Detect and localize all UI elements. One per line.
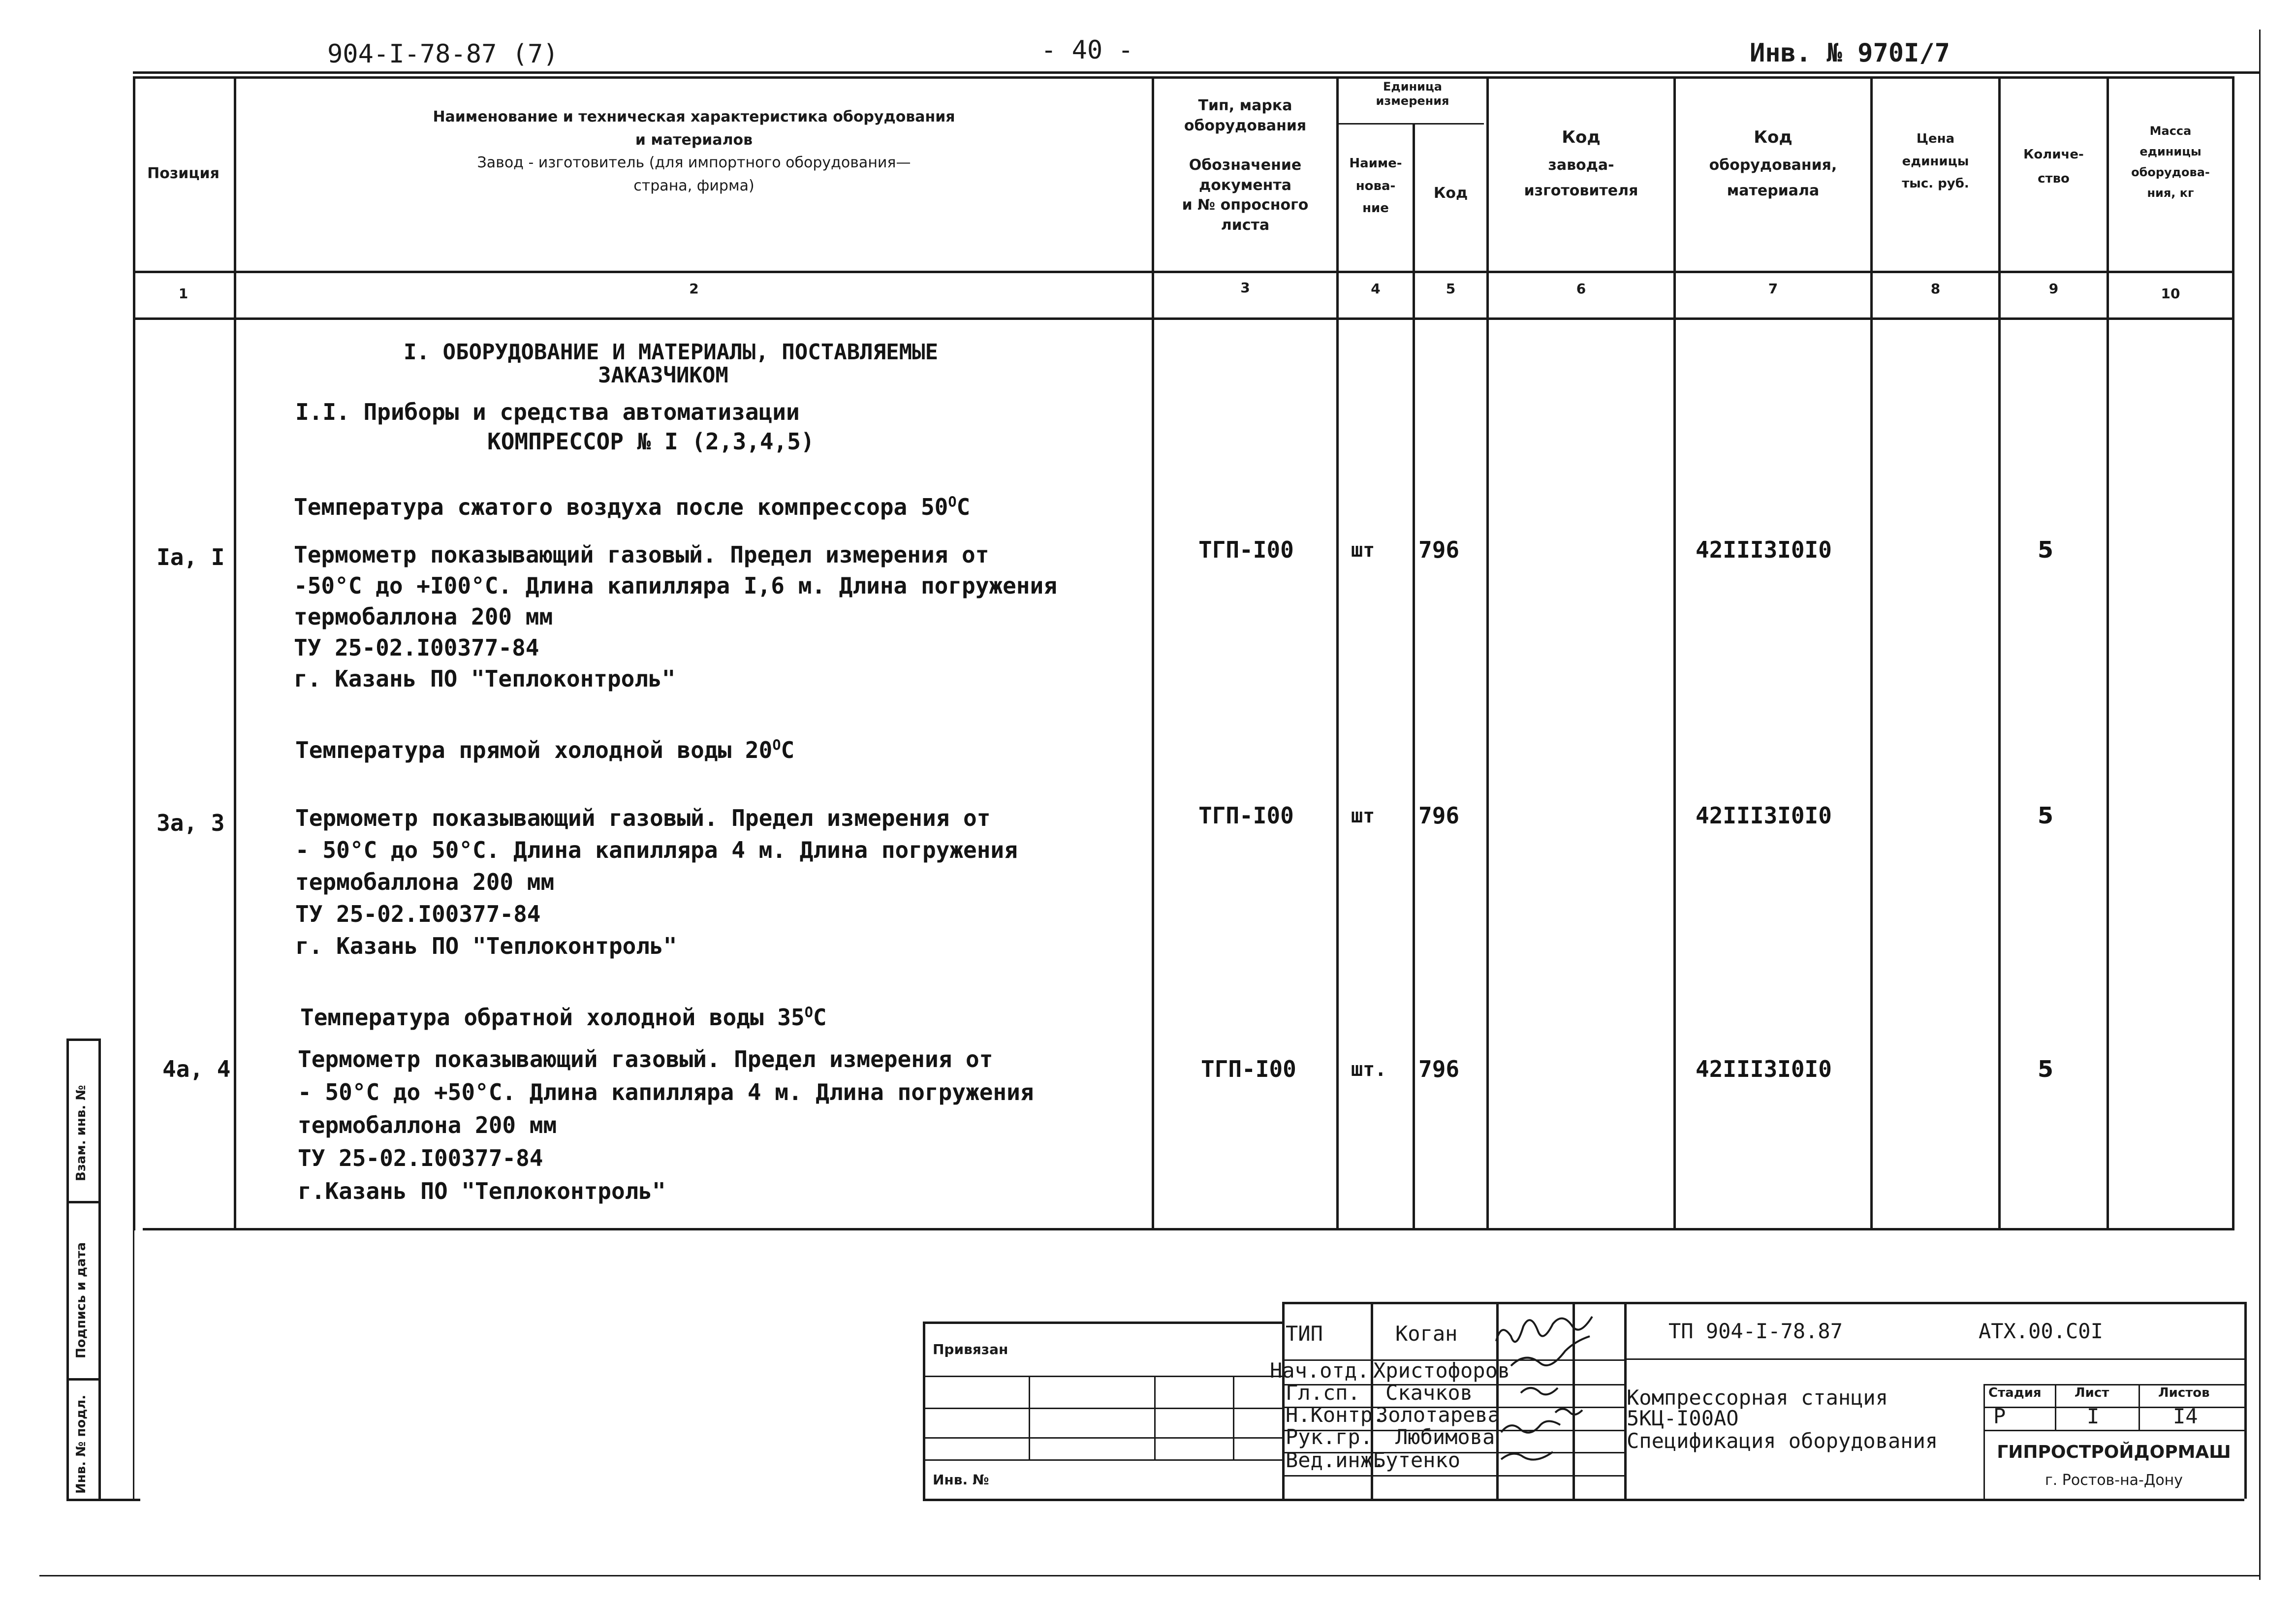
- staff-name: Христофоров: [1373, 1358, 1510, 1383]
- doc-title-line: Спецификация оборудования: [1627, 1429, 1938, 1453]
- staff-name: Золотарева: [1376, 1403, 1500, 1427]
- row-heading: Температура сжатого воздуха после компрессора $50^OC$: [294, 494, 971, 520]
- sheets-value: I4: [2173, 1404, 2198, 1428]
- column-number: 9: [2048, 281, 2059, 297]
- header-unit: Единица измерения: [1376, 80, 1449, 108]
- staff-name: Скачков: [1385, 1381, 1473, 1405]
- row-type: ТГП-I00: [1201, 1056, 1296, 1082]
- row-equipment-code: 42III3I0I0: [1696, 802, 1832, 829]
- side-inv-podl: Инв. № подл.: [74, 1394, 89, 1494]
- header-mass: Масса единицы оборудова- ния, кг: [2131, 124, 2210, 200]
- column-number: 10: [2161, 285, 2180, 302]
- column-number: 3: [1240, 280, 1250, 296]
- row-description-line: г.Казань ПО "Теплоконтроль": [298, 1178, 666, 1204]
- header-quantity: Количе- ство: [2023, 147, 2084, 187]
- row-equipment-code: 42III3I0I0: [1696, 1056, 1832, 1082]
- stage-label: Стадия: [1988, 1385, 2042, 1400]
- project-code: ТП 904-I-78.87: [1668, 1319, 1843, 1343]
- row-equipment-code: 42III3I0I0: [1696, 536, 1832, 563]
- row-quantity: 5: [2038, 802, 2054, 829]
- row-description-line: термобаллона 200 мм: [294, 603, 553, 630]
- row-description-line: г. Казань ПО "Теплоконтроль": [295, 933, 677, 959]
- column-number: 7: [1768, 281, 1778, 297]
- row-description-line: ТУ 25-02.I00377-84: [298, 1145, 543, 1171]
- row-unit: шт.: [1351, 1058, 1387, 1081]
- row-description-line: - 50°C до +50°C. Длина капилляра 4 м. Длина погружения: [298, 1079, 1034, 1105]
- row-unit-code: 796: [1418, 536, 1460, 563]
- staff-role: Н.Контр.: [1286, 1403, 1385, 1427]
- row-unit-code: 796: [1418, 802, 1460, 829]
- header-position: Позиция: [147, 165, 220, 182]
- sheet-label: Лист: [2075, 1385, 2109, 1400]
- row-description-line: Термометр показывающий газовый. Предел измерения от: [295, 805, 991, 831]
- organization-name: ГИПРОСТРОЙДОРМАШ: [1997, 1442, 2231, 1462]
- staff-name: Любимова: [1395, 1425, 1495, 1449]
- column-number: 1: [178, 285, 189, 302]
- row-description-line: Термометр показывающий газовый. Предел измерения от: [298, 1046, 993, 1072]
- header-price: Цена единицы тыс. руб.: [1902, 131, 1969, 191]
- row-unit: шт: [1351, 539, 1375, 562]
- organization-city: г. Ростов-на-Дону: [2044, 1472, 2183, 1489]
- side-vzam: Взам. инв. №: [74, 1085, 89, 1181]
- column-number: 2: [689, 281, 699, 297]
- column-number: 8: [1930, 281, 1941, 297]
- document-code: 904-I-78-87 (7): [327, 39, 559, 69]
- subsection-title: I.I. Приборы и средства автоматизации: [295, 399, 800, 425]
- row-position: 4a, 4: [162, 1056, 231, 1082]
- row-position: 3a, 3: [157, 810, 225, 836]
- doc-title-line: 5КЦ-I00АО: [1627, 1406, 1739, 1430]
- row-description-line: ТУ 25-02.I00377-84: [295, 901, 541, 927]
- staff-role: Нач.отд.: [1270, 1358, 1370, 1383]
- page-number: - 40 -: [1041, 35, 1133, 65]
- row-heading: Температура обратной холодной воды $35^OC$: [300, 1004, 827, 1031]
- header-maker-code: Код завода- изготовителя: [1524, 127, 1638, 199]
- staff-role: ТИП: [1286, 1322, 1323, 1346]
- row-description-line: - 50°C до 50°C. Длина капилляра 4 м. Длина погружения: [295, 837, 1018, 863]
- row-description-line: термобаллона 200 мм: [295, 869, 555, 895]
- row-heading: Температура прямой холодной воды $20^OC$: [295, 737, 795, 763]
- privyazan-label: Привязан: [933, 1341, 1008, 1357]
- header-unit-code: Код: [1433, 185, 1468, 202]
- header-equipment-code: Код оборудования, материала: [1709, 127, 1837, 199]
- header-unit-name: Наиме- нова- ние: [1349, 156, 1402, 216]
- row-type: ТГП-I00: [1198, 536, 1294, 563]
- side-podpis: Подпись и дата: [74, 1242, 89, 1358]
- row-description-line: -50°C до +I00°C. Длина капилляра I,6 м. Длина погружения: [294, 572, 1057, 599]
- row-unit: шт: [1351, 805, 1375, 827]
- staff-role: Вед.инж.: [1286, 1448, 1385, 1472]
- row-description-line: г. Казань ПО "Теплоконтроль": [294, 665, 676, 692]
- column-number: 5: [1446, 281, 1456, 297]
- doc-title-line: Компрессорная станция: [1627, 1385, 1888, 1410]
- row-description-line: Термометр показывающий газовый. Предел измерения от: [294, 541, 989, 568]
- inventory-number: Инв. № 970I/7: [1750, 38, 1950, 68]
- row-position: Ia, I: [157, 544, 225, 570]
- row-quantity: 5: [2038, 536, 2054, 563]
- inv-number-label: Инв. №: [933, 1472, 989, 1488]
- row-description-line: термобаллона 200 мм: [298, 1112, 557, 1138]
- staff-name: Бутенко: [1373, 1448, 1461, 1472]
- row-type: ТГП-I00: [1198, 802, 1294, 829]
- section-title: I. ОБОРУДОВАНИЕ И МАТЕРИАЛЫ, ПОСТАВЛЯЕМЫЕ: [404, 340, 939, 365]
- staff-role: Рук.гр.: [1286, 1425, 1373, 1449]
- sheet-code: АТХ.00.С0I: [1979, 1319, 2103, 1343]
- compressor-title: КОМПРЕССОР № I (2,3,4,5): [487, 428, 815, 455]
- staff-role: Гл.сп.: [1286, 1381, 1360, 1405]
- sheets-label: Листов: [2158, 1385, 2210, 1400]
- section-title-cont: ЗАКАЗЧИКОМ: [598, 363, 728, 388]
- row-unit-code: 796: [1418, 1056, 1460, 1082]
- header-name: Наименование и техническая характеристика оборудования и материалов Завод - изготовитель (для импортного оборудования— страна, фирма): [433, 108, 955, 194]
- signature-icon: [1491, 1312, 1624, 1484]
- column-number: 4: [1371, 281, 1381, 297]
- row-quantity: 5: [2038, 1056, 2054, 1082]
- staff-name: Коган: [1395, 1322, 1458, 1346]
- sheet-value: I: [2087, 1404, 2100, 1428]
- stage-value: Р: [1993, 1404, 2006, 1428]
- row-description-line: ТУ 25-02.I00377-84: [294, 634, 539, 661]
- column-number: 6: [1576, 281, 1586, 297]
- header-type: Тип, марка оборудования Обозначение документа и № опросного листа: [1182, 97, 1309, 234]
